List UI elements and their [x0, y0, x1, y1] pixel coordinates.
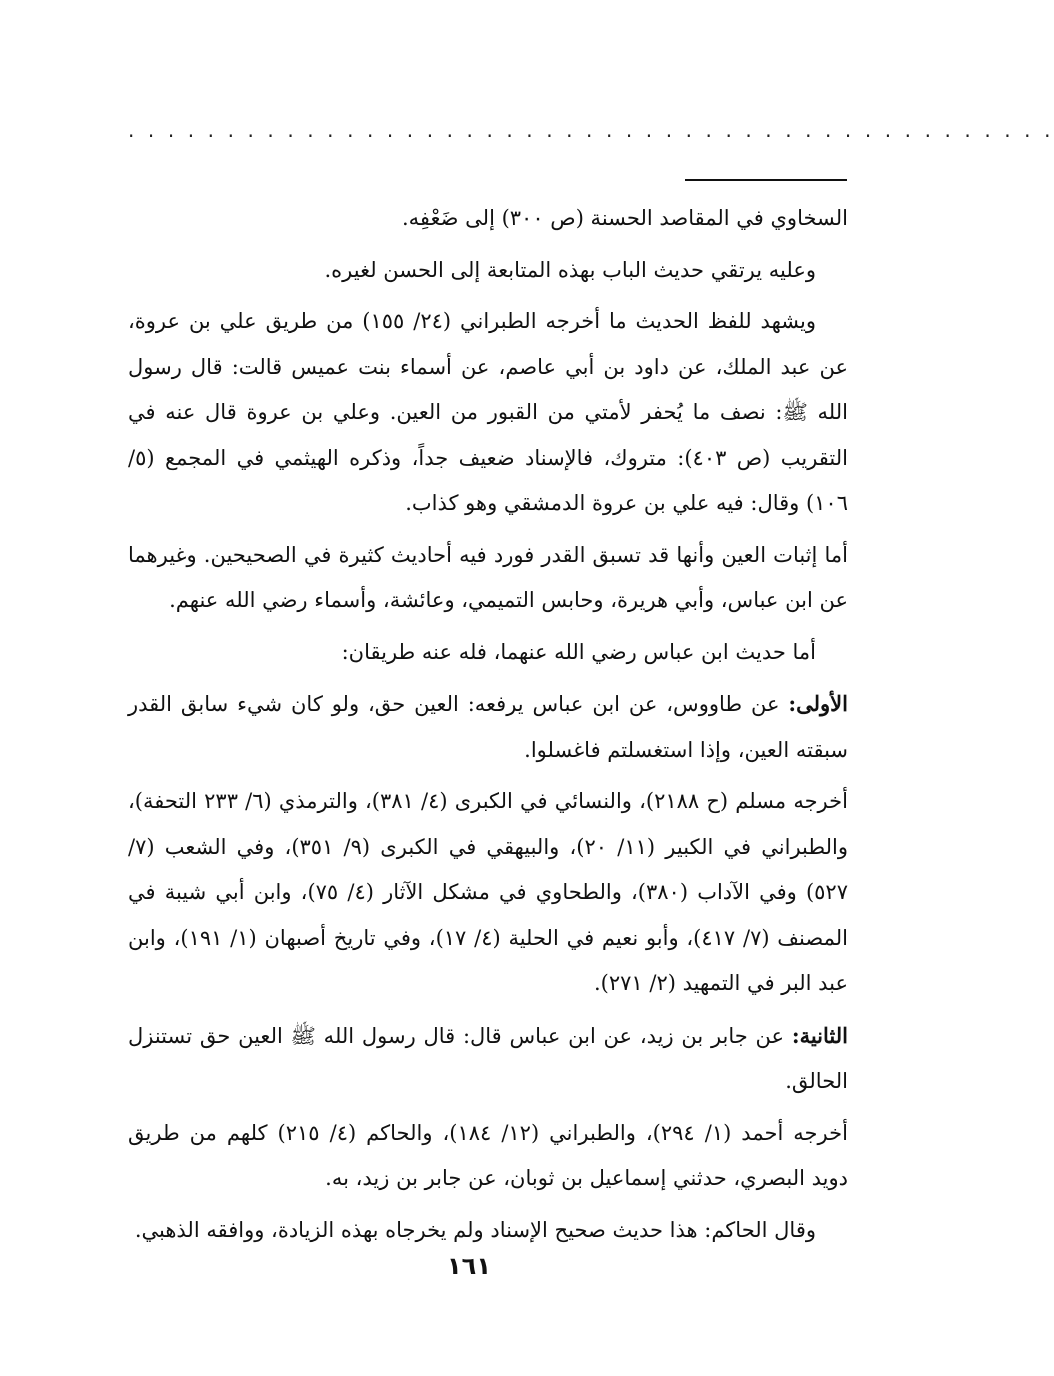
- dotted-separator: . . . . . . . . . . . . . . . . . . . . . . . . . . . . . . . . . . . . . . . . . . . . . . .: [128, 118, 1054, 142]
- paragraph: [128, 533, 848, 624]
- page-number: ١٦١: [447, 1252, 491, 1280]
- paragraph: [128, 779, 848, 1007]
- paragraph: [128, 1013, 848, 1105]
- paragraph-text: ويشهد للفظ الحديث ما أخرجه الطبراني (٢٤/ ١٥٥) من طريق علي بن عروة، عن عبد الملك، عن داود بن أبي عاصم، عن أسماء بنت عميس قالت: قال رسول الله ﷺ: نصف ما يُحفر لأمتي من القبور من العين. وعلي بن عروة قال عنه في التقريب (ص ٤٠٣): متروك، فالإسناد ضعيف جداً، وذكره الهيثمي في المجمع (٥/ ١٠٦) وقال: فيه علي بن عروة الدمشقي وهو كذاب.: [128, 309, 848, 515]
- footnote-body: [128, 196, 848, 1259]
- paragraph-text: عن طاووس، عن ابن عباس يرفعه: العين حق، ولو كان شيء سابق القدر سبقته العين، وإذا استغسلتم فاغسلوا.: [128, 692, 848, 762]
- paragraph: [128, 1111, 848, 1202]
- paragraph-text: عن جابر بن زيد، عن ابن عباس قال: قال رسول الله ﷺ العين حق تستنزل الحالق.: [128, 1023, 848, 1093]
- paragraph: [128, 196, 848, 242]
- paragraph: [128, 630, 848, 676]
- paragraph-text: وقال الحاكم: هذا حديث صحيح الإسناد ولم يخرجاه بهذه الزيادة، ووافقه الذهبي.: [134, 1217, 816, 1242]
- paragraph-text: وعليه يرتقي حديث الباب بهذه المتابعة إلى الحسن لغيره.: [324, 257, 816, 282]
- paragraph-text: أما حديث ابن عباس رضي الله عنهما، فله عنه طريقان:: [341, 639, 816, 664]
- paragraph-lead: الأولى:: [788, 691, 848, 716]
- paragraph-text: أخرجه مسلم (ح ٢١٨٨)، والنسائي في الكبرى (٤/ ٣٨١)، والترمذي (٦/ ٢٣٣ التحفة)، والطبراني في الكبير (١١/ ٢٠)، والبيهقي في الكبرى (٩/ ٣٥١)، وفي الشعب (٧/ ٥٢٧) وفي الآداب (٣٨٠)، والطحاوي في مشكل الآثار (٤/ ٧٥)، وابن أبي شيبة في المصنف (٧/ ٤١٧)، وأبو نعيم في الحلية (٤/ ١٧)، وفي تاريخ أصبهان (١/ ١٩١)، وابن عبد البر في التمهيد (٢/ ٢٧١).: [128, 789, 848, 995]
- paragraph-text: أما إثبات العين وأنها قد تسبق القدر فورد فيه أحاديث كثيرة في الصحيحين. وغيرهما عن ابن عباس، وأبي هريرة، وحابس التميمي، وعائشة، وأسماء رضي الله عنهم.: [128, 542, 848, 612]
- paragraph: [128, 248, 848, 294]
- paragraph: [128, 299, 848, 527]
- paragraph-text: أخرجه أحمد (١/ ٢٩٤)، والطبراني (١٢/ ١٨٤)، والحاكم (٤/ ٢١٥) كلهم من طريق دويد البصري، حدثني إسماعيل بن ثوبان، عن جابر بن زيد، به.: [128, 1120, 848, 1190]
- paragraph: [128, 681, 848, 773]
- paragraph-lead: الثانية:: [791, 1022, 848, 1048]
- paragraph: [128, 1208, 848, 1254]
- footnote-rule: [685, 179, 847, 181]
- paragraph-text: السخاوي في المقاصد الحسنة (ص ٣٠٠) إلى ضَعْفِه.: [401, 206, 848, 230]
